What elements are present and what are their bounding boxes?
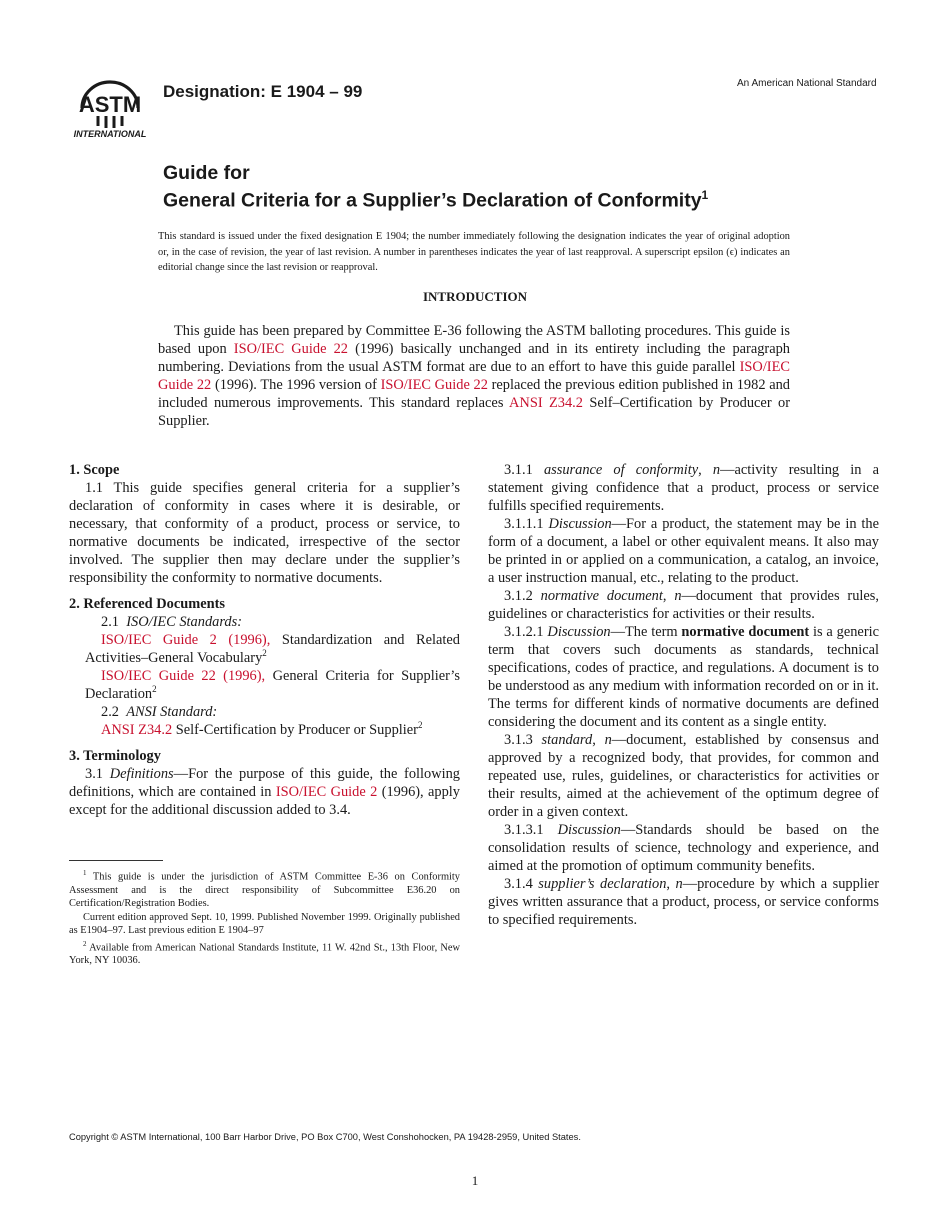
link-iso-guide-22[interactable]: ISO/IEC Guide 22 <box>233 341 348 357</box>
section-terminology-heading: 3. Terminology <box>69 748 161 764</box>
american-national-standard-label: An American National Standard <box>737 78 877 89</box>
footnote-1-continued: Current edition approved Sept. 10, 1999. Published November 1999. Originally published as E1904–97. Last previous edition E 1904–97 <box>69 911 460 937</box>
link-iso-guide-2[interactable]: ISO/IEC Guide 2 <box>275 784 378 800</box>
astm-logo-letters: ASTM <box>78 92 142 117</box>
subsection-2-2: 2.2 ANSI Standard: <box>101 704 218 720</box>
footnote-1: $^1$ This guide is under the jurisdiction of ASTM Committee E-36 on Conformity Assessment and is the direct responsibility of Subcommittee E36.20 on Certification/Registration Bodies. <box>69 869 460 910</box>
title-line-1: Guide for <box>163 162 250 184</box>
link-iso-guide-22[interactable]: ISO/IEC Guide 22 <box>380 377 488 393</box>
link-ansi-z34-2[interactable]: ANSI Z34.2 <box>509 395 583 411</box>
link-iso-guide-2[interactable]: ISO/IEC Guide 2 (1996), <box>101 632 271 648</box>
paragraph-1-1: 1.1 This guide specifies general criteria for a supplier’s declaration of conformity in cases where it is desirable, or necessary, that conformity of a product, process or service, to normative documents be indicated, irrespective of the sector involved. The supplier then may declare under the supplier’s responsibility the conformity to normative documents. <box>69 480 460 586</box>
page-number: 1 <box>471 1173 479 1188</box>
reference-iso-guide-2: ISO/IEC Guide 2 (1996), Standardization and Related Activities–General Vocabulary$^2$ <box>85 632 460 666</box>
definition-3-1-4: 3.1.4 supplier’s declaration, n—procedure by which a supplier gives written assurance that a product, process, or service conforms to specified requirements. <box>488 876 879 928</box>
title-footnote-mark: 1 <box>701 188 709 202</box>
definition-3-1-3: 3.1.3 standard, n—document, established by consensus and approved by a recognized body, that provides, for common and repeated use, rules, guidelines, or characteristics for activities or their results, aimed at the achievement of the optimum degree of order in a given context. <box>488 732 879 820</box>
footnote-2: $^2$ Available from American National Standards Institute, 11 W. 42nd St., 13th Floor, New York, NY 10036. <box>69 939 460 967</box>
definition-3-1-2: 3.1.2 normative document, n—document that provides rules, guidelines or characteristics for activities or their results. <box>488 588 879 622</box>
paragraph-3-1: 3.1 Definitions—For the purpose of this guide, the following definitions, which are contained in ISO/IEC Guide 2 (1996), apply except for the additional discussion added to 3.4. <box>69 766 460 818</box>
footnotes <box>69 867 460 968</box>
link-ansi-z34-2[interactable]: ANSI Z34.2 <box>101 722 173 738</box>
document-title <box>163 162 708 212</box>
astm-logo-wordmark: INTERNATIONAL <box>73 129 147 139</box>
section-scope-heading: 1. Scope <box>69 462 120 478</box>
astm-logo <box>68 72 152 142</box>
discussion-3-1-2-1: 3.1.2.1 Discussion—The term normative document is a generic term that covers such documents as standards, technical specifications, codes of practice, and regulations. A document is to be understood as any medium with information recorded on or in it. The terms for different kinds of normative documents are defined considering the document and its content as a single entity. <box>488 624 880 730</box>
title-line-2: General Criteria for a Supplier’s Declaration of Conformity <box>163 189 702 212</box>
subsection-2-1: 2.1 ISO/IEC Standards: <box>101 614 242 630</box>
left-column <box>69 461 460 819</box>
discussion-3-1-3-1: 3.1.3.1 Discussion—Standards should be based on the consolidation results of science, technology and experience, and aimed at the promotion of optimum community benefits. <box>488 822 879 874</box>
standard-preamble: This standard is issued under the fixed designation E 1904; the number immediately following the designation indicates the year of original adoption or, in the case of revision, the year of last revision. A number in parentheses indicates the year of last reapproval. A superscript epsilon (ϵ) indicates an editorial change since the last revision or reapproval. <box>158 231 790 273</box>
introduction-body: This guide has been prepared by Committee E-36 following the ASTM balloting procedures. This guide is based upon ISO/IEC Guide 22 (1996) basically unchanged and in its entirety including the paragraph numbering. Deviations from the usual ASTM format are due to an effort to have this guide parallel ISO/IEC Guide 22 (1996). The 1996 version of ISO/IEC Guide 22 replaced the previous edition published in 1982 and included numerous improvements. This standard replaces ANSI Z34.2 Self–Certification by Producer or Supplier. <box>158 323 791 429</box>
right-column <box>488 461 879 929</box>
link-iso-guide-22[interactable]: ISO/IEC Guide 22 (1996), <box>101 668 266 684</box>
link-iso-guide-22[interactable]: ISO/IEC Guide 22 <box>158 359 790 393</box>
reference-ansi-z34-2: ANSI Z34.2 Self-Certification by Producer or Supplier$^2$ <box>101 720 423 738</box>
introduction-heading: INTRODUCTION <box>422 289 527 304</box>
copyright-notice: Copyright © ASTM International, 100 Barr Harbor Drive, PO Box C700, West Conshohocken, PA 19428-2959, United States. <box>69 1132 581 1142</box>
designation: Designation: E 1904 – 99 <box>163 82 363 101</box>
definition-3-1-1: 3.1.1 assurance of conformity, n—activity resulting in a statement giving confidence that a product, process or service fulfills specified requirements. <box>488 462 879 514</box>
section-referenced-documents-heading: 2. Referenced Documents <box>69 596 225 612</box>
reference-iso-guide-22: ISO/IEC Guide 22 (1996), General Criteria for Supplier’s Declaration$^2$ <box>85 668 461 702</box>
footnote-divider <box>69 860 163 861</box>
discussion-3-1-1-1: 3.1.1.1 Discussion—For a product, the statement may be in the form of a document, a label or other equivalent means. It also may be printed in or applied on a communication, a catalog, an invoice, a user instruction manual, etc., relating to the product. <box>488 516 880 586</box>
